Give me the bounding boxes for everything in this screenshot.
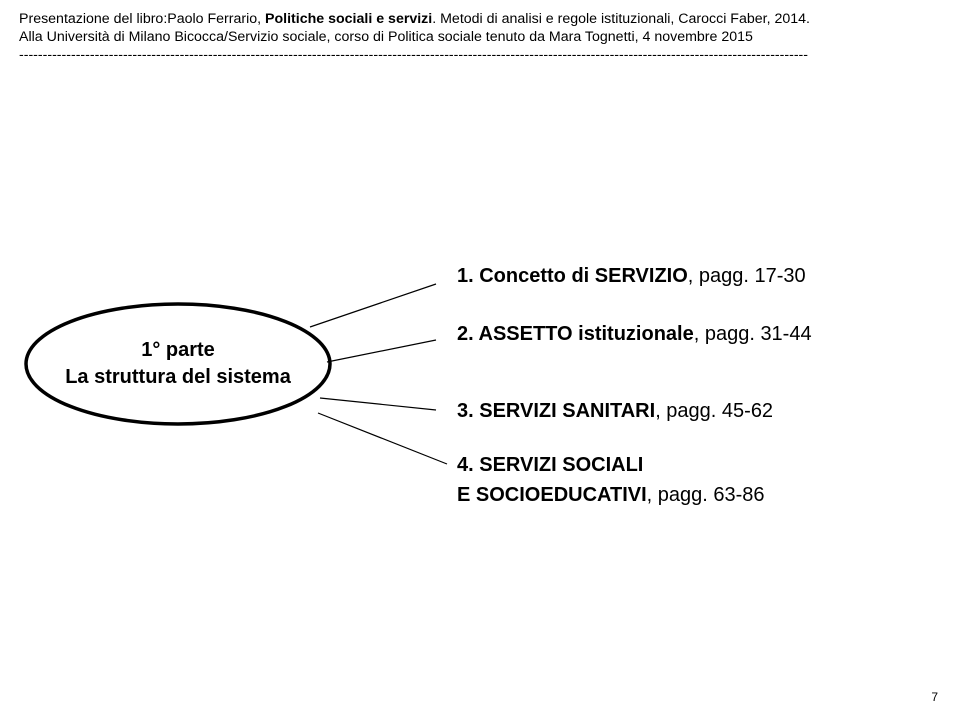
branch-item-3 <box>457 396 773 426</box>
central-node-label <box>36 337 320 391</box>
header-line-1-prefix: Presentazione del libro:Paolo Ferrario, <box>19 11 266 27</box>
header-line-1-suffix: . Metodi di analisi e regole istituzionali, Carocci Faber, 2014. <box>432 11 810 27</box>
branch-item-1-pages: , pagg. 17-30 <box>687 265 806 287</box>
connector-line-3 <box>320 398 436 410</box>
central-node-title: 1° parte <box>141 339 215 361</box>
book-title: Politiche sociali e servizi <box>265 11 433 27</box>
header-separator: ----------------------------------------------------------------------------------------------------------------------------------------------------------------------- <box>19 47 808 63</box>
connector-line-1 <box>310 284 436 327</box>
page-number: 7 <box>931 690 938 704</box>
branch-item-4-pages: , pagg. 63-86 <box>646 484 765 506</box>
branch-item-3-pages: , pagg. 45-62 <box>655 400 774 422</box>
branch-item-1-title: 1. Concetto di SERVIZIO <box>457 265 688 287</box>
branch-item-4 <box>457 450 765 510</box>
connector-line-4 <box>318 413 447 464</box>
branch-item-4-title-line-1: 4. SERVIZI SOCIALI <box>457 454 644 476</box>
branch-item-4-title-line-2: E SOCIOEDUCATIVI <box>457 484 647 506</box>
central-node-subtitle: La struttura del sistema <box>65 366 291 388</box>
header-line-2: Alla Università di Milano Bicocca/Servizio sociale, corso di Politica sociale tenuto da Mara Tognetti, 4 novembre 2015 <box>19 29 753 45</box>
connector-line-2 <box>327 340 436 362</box>
branch-item-2 <box>457 319 812 349</box>
branch-item-2-pages: , pagg. 31-44 <box>693 323 812 345</box>
branch-item-3-title: 3. SERVIZI SANITARI <box>457 400 656 422</box>
branch-item-2-title: 2. ASSETTO istituzionale <box>457 323 694 345</box>
branch-item-1 <box>457 261 806 291</box>
